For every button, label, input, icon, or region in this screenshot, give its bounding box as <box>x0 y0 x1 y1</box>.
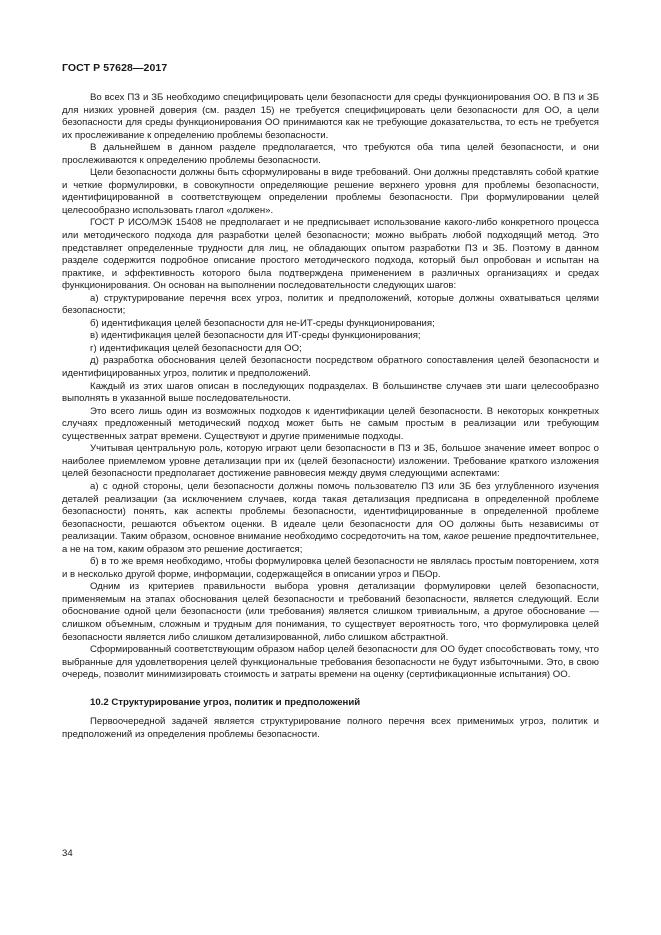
paragraph: Это всего лишь один из возможных подходов к идентификации целей безопасности. В некоторых конкретных случаях предложенный методический подход может быть не самым простым в реализации или требующим существенных затрат времени. Существуют и другие применимые подходы. <box>62 405 599 442</box>
paragraph: Первоочередной задачей является структурирование полного перечня всех применимых угроз, политик и предположений из определения проблемы безопасности. <box>62 716 599 740</box>
list-item: б) в то же время необходимо, чтобы формулировка целей безопасности не являлась простым повторением, хотя и в несколько другой форме, информации, содержащейся в описании угроз и ПБОр. <box>62 556 599 580</box>
paragraph: Сформированный соответствующим образом набор целей безопасности для ОО будет способствовать тому, что выбранные для удовлетворения целей функциональные требования безопасности не будут избыточными. Это, в свою очередь, позволит минимизировать стоимость и затраты времени на оценку (сертификационные испытания) ОО. <box>62 644 599 681</box>
paragraph: ГОСТ Р ИСО/МЭК 15408 не предполагает и не предписывает использование какого-либо конкретного процесса или методического подхода для разработки целей безопасности; можно выбрать любой подходящий метод. Это представляет определенные трудности для лиц, не обладающих опытом разработки ПЗ и ЗБ. Поэтому в данном разделе содержится подробное описание простого методического подхода, который был опробован и испытан на практике, и эффективность которого была подтверждена применением в различных организациях и средах функционирования. Он основан на выполнении последовательности следующих шагов: <box>62 217 599 292</box>
section-heading: 10.2 Структурирование угроз, политик и предположений <box>90 696 361 708</box>
paragraph: Одним из критериев правильности выбора уровня детализации формулировки целей безопасности, применяемым на этапах обоснования целей безопасности и требований безопасности, является следующий. Если обоснование одной цели безопасности (или требования) является слишком тривиальным, а другое обоснование — слишком объемным, сложным и трудным для понимания, то существует вероятность того, что формулировка целей безопасности является либо слишком детализированной, либо слишком абстрактной. <box>62 581 599 643</box>
paragraph: Учитывая центральную роль, которую играют цели безопасности в ПЗ и ЗБ, большое значение имеет вопрос о наиболее приемлемом уровне детализации при их (целей безопасности) изложении. Требование краткого изложения целей безопасности предполагает достижение равновесия между двумя следующими аспектами: <box>62 443 599 480</box>
list-item: а) структурирование перечня всех угроз, политик и предположений, которые должны охватываться целями безопасности; <box>62 292 599 317</box>
paragraph: Каждый из этих шагов описан в последующих подразделах. В большинстве случаев эти шаги целесообразно выполнять в указанной выше последовательности. <box>62 380 599 405</box>
list-item: д) разработка обоснования целей безопасности посредством обратного сопоставления целей безопасности и идентифицированных угроз, политик и предположений. <box>62 355 599 380</box>
page-number: 34 <box>62 848 73 859</box>
list-item-text-tail: решение предпочтительнее, а не на том, каким образом это решение достигается; <box>62 531 599 555</box>
paragraph: Цели безопасности должны быть сформулированы в виде требований. Они должны представлять собой краткие и четкие формулировки, в совокупности определяющие решение верхнего уровня для проблемы безопасности, идентифицированной в соответствующем определении проблемы безопасности. При формулировании целей целесообразно использовать глагол «должен». <box>62 167 599 216</box>
list-item: б) идентификация целей безопасности для не-ИТ-среды функционирования; <box>90 317 435 329</box>
list-item: в) идентификация целей безопасности для ИТ-среды функционирования; <box>90 330 421 342</box>
document-code-header: ГОСТ Р 57628—2017 <box>62 62 168 74</box>
list-item-text: а) с одной стороны, цели безопасности должны помочь пользователю ПЗ или ЗБ без углубленного изучения деталей реализации (за исключением случаев, когда такая детализация предписана в определенной проблеме безопасности) понять, как аспекты проблемы безопасности, идентифицированные в определенной проблеме безопасности, решаются объектом оценки. В идеале цели безопасности для ОО должны быть независимы от реализации. Таким образом, основное внимание необходимо сосредоточить на том, <box>62 480 599 543</box>
list-item: г) идентификация целей безопасности для ОО; <box>90 342 302 354</box>
list-item <box>62 481 599 556</box>
paragraph: Во всех ПЗ и ЗБ необходимо специфицировать цели безопасности для среды функционирования ОО. В ПЗ и ЗБ для низких уровней доверия (см. раздел 15) не требуется специфицировать цели безопасности для ОО, а цели безопасности для среды функционирования ОО принимаются как не требующие доказательства, то есть не требуется их прослеживание к определению проблемы безопасности. <box>62 92 599 141</box>
document-body <box>62 92 599 741</box>
emphasis-word: какое <box>443 531 469 543</box>
paragraph: В дальнейшем в данном разделе предполагается, что требуются оба типа целей безопасности, и они прослеживаются к определению проблемы безопасности. <box>62 142 599 166</box>
